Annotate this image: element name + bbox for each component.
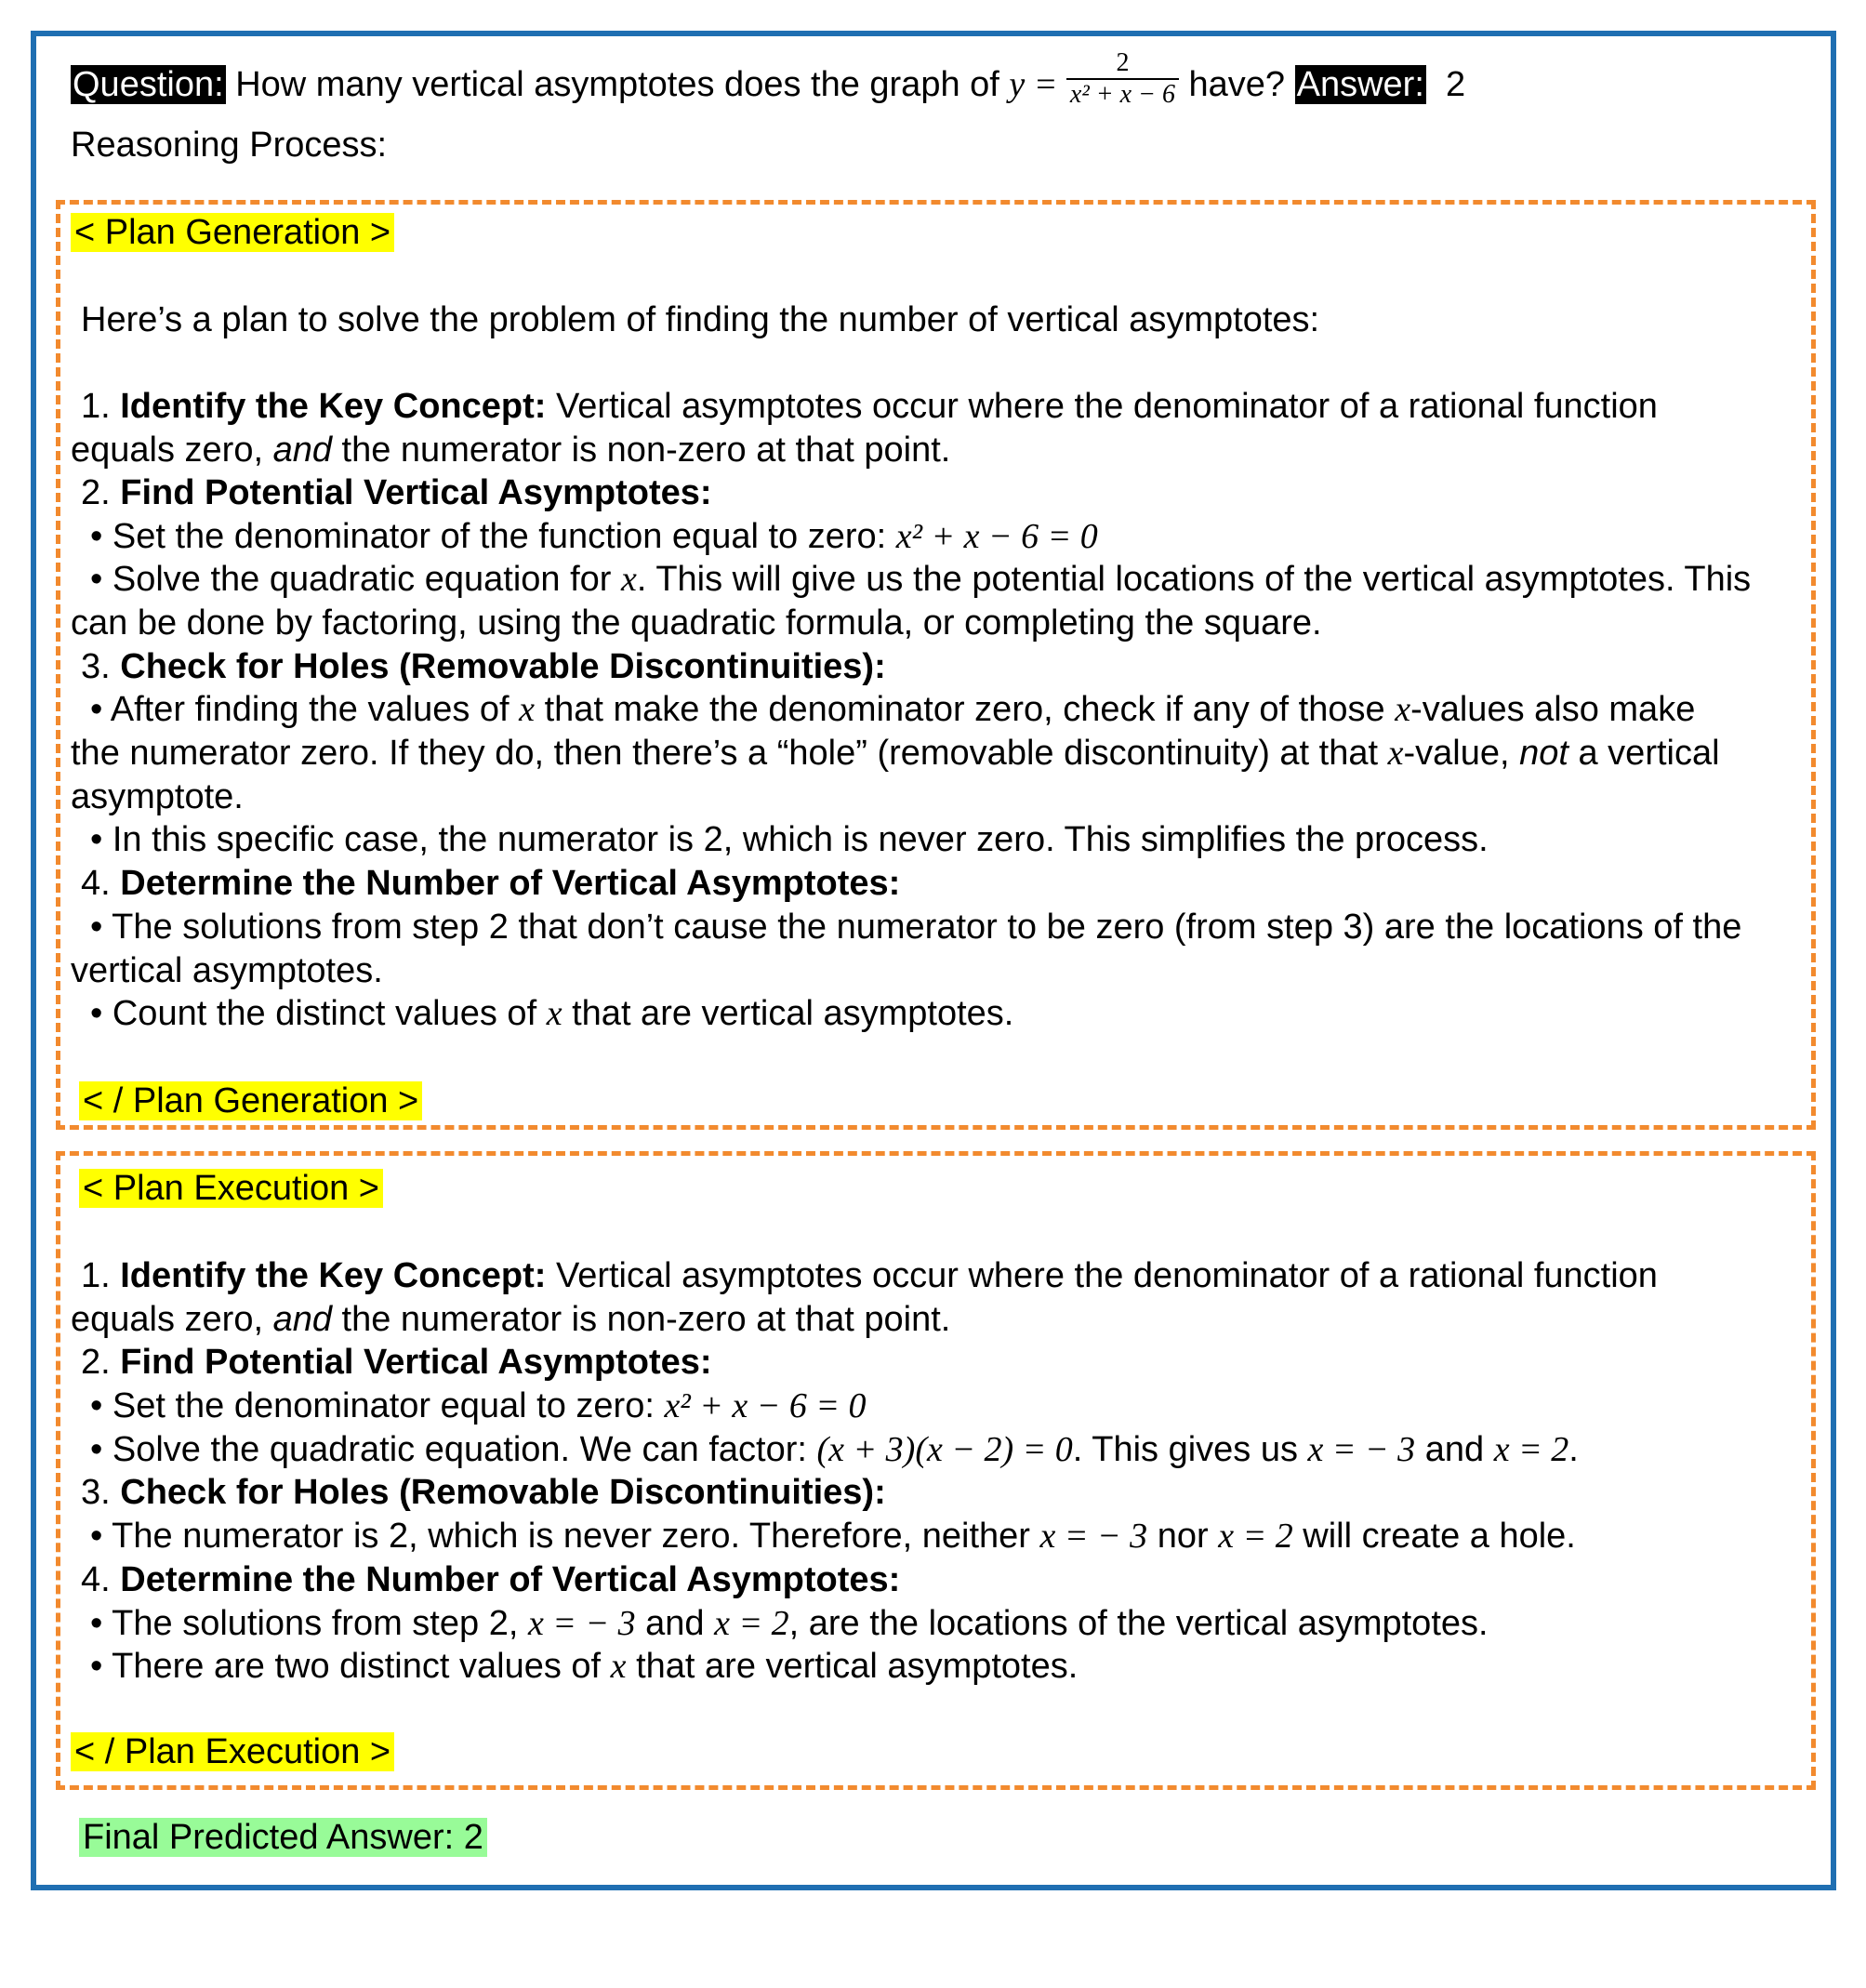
gen-step3-bullet2: • In this specific case, the numerator is 2, which is never zero. This simplifies the process. xyxy=(90,820,1489,859)
gen-step3-bullet1-f: a vertical xyxy=(1568,734,1720,773)
question-tail: have? xyxy=(1178,65,1295,105)
equation-numerator: 2 xyxy=(1116,48,1130,77)
gen-step2-num: 2. xyxy=(81,473,121,512)
plan-generation-close-tag xyxy=(79,1080,422,1123)
exe-step2-bullet1-math: x² + x − 6 = 0 xyxy=(664,1386,867,1425)
final-answer xyxy=(79,1816,487,1860)
exe-step4-title: Determine the Number of Vertical Asymptotes: xyxy=(120,1560,901,1599)
exe-step3-bullet1 xyxy=(90,1515,1576,1558)
gen-step3-bullet1 xyxy=(90,688,1695,732)
exe-step4-bullet1-c: , are the locations of the vertical asymptotes. xyxy=(788,1604,1489,1643)
exe-step3-bullet1-b: nor xyxy=(1147,1517,1219,1556)
gen-step3-bullet1-var: x xyxy=(519,690,536,729)
equation-lhs: y = xyxy=(1009,65,1066,105)
gen-step1-title: Identify the Key Concept: xyxy=(120,387,547,426)
exe-step3-bullet1-c: will create a hole. xyxy=(1292,1517,1576,1556)
plan-execution-open-label: < Plan Execution > xyxy=(79,1169,383,1208)
gen-step1-cont-a: equals zero, xyxy=(71,431,273,470)
gen-step1-cont xyxy=(71,429,950,472)
exe-step2-bullet2-a: • Solve the quadratic equation. We can factor: xyxy=(90,1430,817,1469)
plan-generation-close-label: < / Plan Generation > xyxy=(79,1081,422,1120)
reasoning-label: Reasoning Process: xyxy=(71,126,388,165)
exe-step4-bullet2 xyxy=(90,1645,1078,1689)
exe-step1-cont-b: the numerator is non-zero at that point. xyxy=(331,1300,951,1339)
equation-denominator: x² + x − 6 xyxy=(1066,78,1179,110)
gen-step1-cont-em: and xyxy=(272,431,332,470)
gen-step2-line xyxy=(81,471,712,515)
exe-step2-bullet2-c: and xyxy=(1415,1430,1494,1469)
gen-step3-bullet1-a: • After finding the values of xyxy=(90,690,520,729)
gen-step3-bullet1-d: the numerator zero. If they do, then there’s a “hole” (removable discontinuity) at that xyxy=(71,734,1388,773)
exe-step1-cont-a: equals zero, xyxy=(71,1300,273,1339)
exe-step1-line xyxy=(81,1254,1658,1298)
answer-tag: Answer: xyxy=(1296,65,1424,105)
gen-step3-bullet1-cont xyxy=(71,732,1720,775)
gen-step2-bullet2-cont: can be done by factoring, using the quadratic formula, or completing the square. xyxy=(71,603,1322,643)
exe-step2-bullet2-math: (x + 3)(x − 2) = 0 xyxy=(816,1430,1073,1469)
gen-step2-bullet1-math: x² + x − 6 = 0 xyxy=(895,517,1098,556)
plan-generation-intro: Here’s a plan to solve the problem of finding the number of vertical asymptotes: xyxy=(81,300,1320,339)
gen-step2-bullet2 xyxy=(90,558,1751,602)
exe-step3-bullet1-math: x = − 3 xyxy=(1039,1517,1148,1556)
answer-value xyxy=(1426,65,1465,104)
gen-step4-title: Determine the Number of Vertical Asymptotes: xyxy=(120,864,901,903)
exe-step4-line xyxy=(81,1558,900,1602)
question-text: How many vertical asymptotes does the graph of xyxy=(225,65,1010,105)
gen-step1-text: Vertical asymptotes occur where the denominator of a rational function xyxy=(546,387,1658,426)
exe-step4-num: 4. xyxy=(81,1560,121,1599)
exe-step1-num: 1. xyxy=(81,1256,121,1295)
exe-step3-num: 3. xyxy=(81,1473,121,1512)
plan-execution-close-label: < / Plan Execution > xyxy=(71,1732,394,1771)
exe-step2-bullet2-math2: x = − 3 xyxy=(1307,1430,1416,1469)
gen-step2-bullet2-a: • Solve the quadratic equation for xyxy=(90,560,622,599)
exe-step2-bullet1-text: • Set the denominator equal to zero: xyxy=(90,1386,665,1425)
gen-step3-bullet1-c: -values also make xyxy=(1410,690,1696,729)
exe-step2-bullet2 xyxy=(90,1428,1579,1472)
plan-execution-close-tag xyxy=(71,1730,394,1774)
final-answer-label: Final Predicted Answer: 2 xyxy=(79,1818,487,1857)
gen-step3-bullet1-var3: x xyxy=(1387,734,1404,773)
gen-step2-bullet2-var: x xyxy=(621,560,637,599)
exe-step3-bullet1-math2: x = 2 xyxy=(1218,1517,1293,1556)
exe-step2-bullet2-math3: x = 2 xyxy=(1493,1430,1569,1469)
gen-step1-num: 1. xyxy=(81,387,121,426)
gen-step4-bullet1: • The solutions from step 2 that don’t cause the numerator to be zero (from step 3) are the locations of the xyxy=(90,908,1742,947)
plan-generation-open-label: < Plan Generation > xyxy=(71,213,394,252)
exe-step2-bullet1 xyxy=(90,1385,867,1428)
gen-step4-bullet2-a: • Count the distinct values of xyxy=(90,994,547,1033)
question-tag: Question: xyxy=(73,65,224,105)
exe-step4-bullet2-b: that are vertical asymptotes. xyxy=(626,1647,1079,1686)
plan-execution-open-tag xyxy=(79,1167,383,1211)
exe-step4-bullet1-math2: x = 2 xyxy=(714,1604,789,1643)
gen-step3-bullet1-e: -value, xyxy=(1403,734,1520,773)
gen-step3-bullet1-end: asymptote. xyxy=(71,777,244,816)
exe-step4-bullet2-a: • There are two distinct values of xyxy=(90,1647,611,1686)
exe-step4-bullet1 xyxy=(90,1602,1489,1646)
gen-step3-bullet1-em: not xyxy=(1519,734,1568,773)
gen-step2-title: Find Potential Vertical Asymptotes: xyxy=(120,473,712,512)
gen-step3-bullet1-b: that make the denominator zero, check if any of those xyxy=(535,690,1396,729)
exe-step4-bullet2-var: x xyxy=(610,1647,627,1686)
gen-step4-bullet2 xyxy=(90,992,1013,1036)
gen-step4-line xyxy=(81,862,900,906)
gen-step4-bullet2-var: x xyxy=(546,994,562,1033)
gen-step4-bullet2-b: that are vertical asymptotes. xyxy=(562,994,1014,1033)
gen-step2-bullet2-b: . This will give us the potential locations of the vertical asymptotes. This xyxy=(636,560,1752,599)
gen-step3-num: 3. xyxy=(81,647,121,686)
gen-step3-line xyxy=(81,645,886,689)
exe-step1-cont-em: and xyxy=(272,1300,332,1339)
exe-step3-bullet1-a: • The numerator is 2, which is never zero. Therefore, neither xyxy=(90,1517,1040,1556)
exe-step3-title: Check for Holes (Removable Discontinuities): xyxy=(120,1473,886,1512)
exe-step2-num: 2. xyxy=(81,1343,121,1382)
exe-step4-bullet1-a: • The solutions from step 2, xyxy=(90,1604,528,1643)
gen-step3-title: Check for Holes (Removable Discontinuities): xyxy=(120,647,886,686)
gen-step3-bullet1-var2: x xyxy=(1395,690,1411,729)
exe-step2-bullet2-b: . This gives us xyxy=(1072,1430,1308,1469)
exe-step2-title: Find Potential Vertical Asymptotes: xyxy=(120,1343,712,1382)
equation-fraction xyxy=(1066,48,1179,110)
gen-step1-line xyxy=(81,385,1658,429)
gen-step2-bullet1-text: • Set the denominator of the function equal to zero: xyxy=(90,517,896,556)
exe-step4-bullet1-b: and xyxy=(635,1604,715,1643)
plan-generation-open-tag xyxy=(71,211,394,255)
question-line xyxy=(71,48,1466,117)
exe-step4-bullet1-math: x = − 3 xyxy=(527,1604,636,1643)
gen-step1-cont-b: the numerator is non-zero at that point. xyxy=(331,431,951,470)
exe-step1-cont xyxy=(71,1298,950,1342)
exe-step1-title: Identify the Key Concept: xyxy=(120,1256,547,1295)
gen-step4-bullet1-cont: vertical asymptotes. xyxy=(71,951,383,990)
exe-step3-line xyxy=(81,1471,886,1515)
gen-step2-bullet1 xyxy=(90,515,1098,559)
gen-step4-num: 4. xyxy=(81,864,121,903)
answer-number: 2 xyxy=(1446,65,1466,105)
exe-step2-bullet2-d: . xyxy=(1568,1430,1579,1469)
exe-step1-text: Vertical asymptotes occur where the denominator of a rational function xyxy=(546,1256,1658,1295)
exe-step2-line xyxy=(81,1341,712,1385)
